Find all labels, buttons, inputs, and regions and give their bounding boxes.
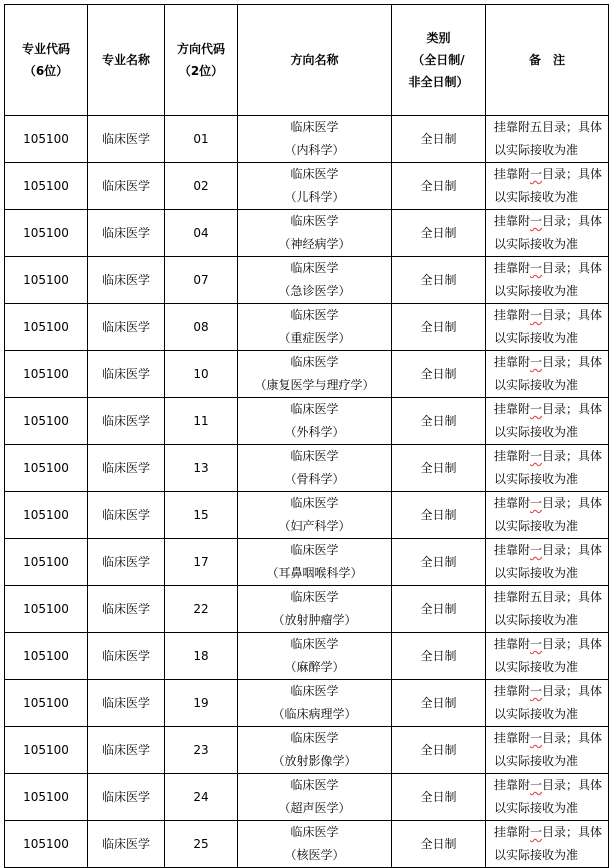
table-row [5, 633, 609, 680]
cell-category: 全日制 [392, 821, 486, 868]
remark-prefix: 挂靠附 [494, 778, 531, 792]
direction-name-sub: （临床病理学） [272, 707, 357, 721]
remark-prefix: 挂靠附 [494, 120, 531, 134]
header-direction-name [238, 5, 392, 116]
remark-appendix-number: 一 [530, 637, 543, 651]
remark-suffix: 目录；具体以实际接收为准 [494, 590, 603, 627]
remark-prefix: 挂靠附 [494, 214, 531, 228]
header-text: 类别 [426, 31, 451, 45]
cell-major-code: 105100 [5, 821, 88, 868]
table-row [5, 351, 609, 398]
document-page [4, 4, 609, 868]
cell-remarks [486, 633, 609, 680]
header-text: 备 注 [528, 53, 565, 67]
remark-suffix: 目录；具体以实际接收为准 [494, 543, 603, 580]
cell-direction-name [238, 586, 392, 633]
header-text: 方向名称 [290, 53, 339, 67]
direction-name-main: 临床医学 [290, 402, 339, 416]
remark-appendix-number: 五 [530, 590, 543, 604]
header-remarks [486, 5, 609, 116]
direction-name-main: 临床医学 [290, 778, 339, 792]
remark-appendix-number: 一 [530, 214, 543, 228]
remark-prefix: 挂靠附 [494, 308, 531, 322]
direction-name-sub: （超声医学） [278, 801, 351, 815]
cell-direction-name [238, 398, 392, 445]
table-row [5, 727, 609, 774]
remark-prefix: 挂靠附 [494, 449, 531, 463]
remark-prefix: 挂靠附 [494, 684, 531, 698]
remark-prefix: 挂靠附 [494, 731, 531, 745]
cell-remarks [486, 680, 609, 727]
header-text: （6位） [23, 64, 69, 78]
cell-direction-code: 17 [165, 539, 238, 586]
cell-direction-code: 25 [165, 821, 238, 868]
cell-direction-name [238, 727, 392, 774]
table-header-row [5, 5, 609, 116]
cell-major-code: 105100 [5, 116, 88, 163]
cell-direction-code: 02 [165, 163, 238, 210]
table-row [5, 492, 609, 539]
direction-name-main: 临床医学 [290, 308, 339, 322]
remark-appendix-number: 五 [530, 120, 543, 134]
remark-prefix: 挂靠附 [494, 825, 531, 839]
cell-major-name: 临床医学 [88, 257, 165, 304]
direction-name-sub: （妇产科学） [278, 519, 351, 533]
cell-major-code: 105100 [5, 304, 88, 351]
remark-suffix: 目录；具体以实际接收为准 [494, 731, 603, 768]
cell-major-code: 105100 [5, 398, 88, 445]
cell-major-name: 临床医学 [88, 586, 165, 633]
cell-major-code: 105100 [5, 163, 88, 210]
direction-name-main: 临床医学 [290, 543, 339, 557]
cell-major-code: 105100 [5, 727, 88, 774]
cell-direction-name [238, 116, 392, 163]
cell-direction-name [238, 351, 392, 398]
cell-category: 全日制 [392, 774, 486, 821]
cell-major-code: 105100 [5, 539, 88, 586]
cell-major-name: 临床医学 [88, 351, 165, 398]
remark-suffix: 目录；具体以实际接收为准 [494, 120, 603, 157]
direction-name-sub: （康复医学与理疗学） [254, 378, 375, 392]
cell-major-name: 临床医学 [88, 304, 165, 351]
cell-major-name: 临床医学 [88, 539, 165, 586]
table-row [5, 445, 609, 492]
cell-major-name: 临床医学 [88, 398, 165, 445]
remark-appendix-number: 一 [530, 825, 543, 839]
direction-name-sub: （急诊医学） [278, 284, 351, 298]
remark-appendix-number: 一 [530, 449, 543, 463]
cell-remarks [486, 727, 609, 774]
cell-direction-name [238, 680, 392, 727]
header-text: 专业名称 [101, 53, 150, 67]
direction-name-main: 临床医学 [290, 731, 339, 745]
direction-name-sub: （放射肿瘤学） [272, 613, 357, 627]
cell-category: 全日制 [392, 445, 486, 492]
direction-name-main: 临床医学 [290, 214, 339, 228]
cell-category: 全日制 [392, 163, 486, 210]
table-row [5, 398, 609, 445]
cell-direction-code: 15 [165, 492, 238, 539]
remark-suffix: 目录；具体以实际接收为准 [494, 637, 603, 674]
direction-name-sub: （儿科学） [284, 190, 345, 204]
remark-appendix-number: 一 [530, 496, 543, 510]
remark-prefix: 挂靠附 [494, 590, 531, 604]
cell-category: 全日制 [392, 257, 486, 304]
cell-major-name: 临床医学 [88, 210, 165, 257]
direction-name-sub: （耳鼻咽喉科学） [266, 566, 363, 580]
direction-name-main: 临床医学 [290, 261, 339, 275]
cell-remarks [486, 398, 609, 445]
cell-remarks [486, 821, 609, 868]
cell-direction-code: 18 [165, 633, 238, 680]
table-body [5, 116, 609, 868]
remark-appendix-number: 一 [530, 543, 543, 557]
cell-direction-code: 04 [165, 210, 238, 257]
table-row [5, 586, 609, 633]
cell-category: 全日制 [392, 727, 486, 774]
cell-direction-code: 10 [165, 351, 238, 398]
cell-remarks [486, 351, 609, 398]
remark-suffix: 目录；具体以实际接收为准 [494, 261, 603, 298]
cell-major-name: 临床医学 [88, 821, 165, 868]
cell-category: 全日制 [392, 116, 486, 163]
cell-direction-code: 19 [165, 680, 238, 727]
header-category [392, 5, 486, 116]
cell-category: 全日制 [392, 304, 486, 351]
cell-major-code: 105100 [5, 680, 88, 727]
cell-remarks [486, 163, 609, 210]
direction-name-sub: （核医学） [284, 848, 345, 862]
remark-suffix: 目录；具体以实际接收为准 [494, 496, 603, 533]
table-row [5, 257, 609, 304]
header-major-name [88, 5, 165, 116]
direction-name-sub: （外科学） [284, 425, 345, 439]
cell-direction-name [238, 304, 392, 351]
cell-major-name: 临床医学 [88, 727, 165, 774]
remark-appendix-number: 一 [530, 355, 543, 369]
cell-major-name: 临床医学 [88, 492, 165, 539]
cell-category: 全日制 [392, 539, 486, 586]
cell-remarks [486, 774, 609, 821]
cell-direction-name [238, 163, 392, 210]
remark-appendix-number: 一 [530, 402, 543, 416]
cell-direction-code: 22 [165, 586, 238, 633]
cell-direction-name [238, 257, 392, 304]
cell-remarks [486, 304, 609, 351]
cell-direction-code: 24 [165, 774, 238, 821]
remark-suffix: 目录；具体以实际接收为准 [494, 402, 603, 439]
table-row [5, 304, 609, 351]
cell-direction-code: 01 [165, 116, 238, 163]
cell-major-code: 105100 [5, 586, 88, 633]
cell-remarks [486, 210, 609, 257]
direction-name-sub: （内科学） [284, 143, 345, 157]
program-table [4, 4, 609, 868]
header-text: （全日制/ [412, 53, 465, 67]
remark-suffix: 目录；具体以实际接收为准 [494, 449, 603, 486]
table-row [5, 774, 609, 821]
remark-suffix: 目录；具体以实际接收为准 [494, 167, 603, 204]
cell-remarks [486, 492, 609, 539]
cell-direction-code: 23 [165, 727, 238, 774]
header-text: 方向代码 [176, 42, 225, 56]
remark-prefix: 挂靠附 [494, 543, 531, 557]
direction-name-sub: （麻醉学） [284, 660, 345, 674]
direction-name-main: 临床医学 [290, 637, 339, 651]
remark-appendix-number: 一 [530, 684, 543, 698]
cell-major-name: 临床医学 [88, 633, 165, 680]
cell-major-name: 临床医学 [88, 774, 165, 821]
cell-direction-name [238, 539, 392, 586]
direction-name-sub: （放射影像学） [272, 754, 357, 768]
cell-major-code: 105100 [5, 774, 88, 821]
header-text: 非全日制） [408, 75, 469, 89]
cell-direction-name [238, 633, 392, 680]
cell-remarks [486, 116, 609, 163]
cell-major-code: 105100 [5, 257, 88, 304]
remark-prefix: 挂靠附 [494, 355, 531, 369]
cell-category: 全日制 [392, 492, 486, 539]
cell-direction-code: 07 [165, 257, 238, 304]
remark-suffix: 目录；具体以实际接收为准 [494, 355, 603, 392]
direction-name-sub: （重症医学） [278, 331, 351, 345]
direction-name-main: 临床医学 [290, 355, 339, 369]
cell-major-name: 临床医学 [88, 680, 165, 727]
cell-category: 全日制 [392, 586, 486, 633]
cell-remarks [486, 257, 609, 304]
remark-appendix-number: 一 [530, 308, 543, 322]
header-major-code [5, 5, 88, 116]
remark-suffix: 目录；具体以实际接收为准 [494, 684, 603, 721]
cell-direction-name [238, 492, 392, 539]
remark-prefix: 挂靠附 [494, 402, 531, 416]
remark-appendix-number: 一 [530, 778, 543, 792]
direction-name-main: 临床医学 [290, 590, 339, 604]
cell-category: 全日制 [392, 210, 486, 257]
direction-name-main: 临床医学 [290, 496, 339, 510]
remark-suffix: 目录；具体以实际接收为准 [494, 825, 603, 862]
cell-category: 全日制 [392, 633, 486, 680]
table-row [5, 116, 609, 163]
direction-name-main: 临床医学 [290, 167, 339, 181]
cell-direction-code: 11 [165, 398, 238, 445]
cell-category: 全日制 [392, 680, 486, 727]
cell-remarks [486, 539, 609, 586]
direction-name-main: 临床医学 [290, 449, 339, 463]
table-row [5, 680, 609, 727]
remark-appendix-number: 一 [530, 731, 543, 745]
cell-direction-code: 08 [165, 304, 238, 351]
table-row [5, 539, 609, 586]
remark-appendix-number: 一 [530, 261, 543, 275]
cell-major-code: 105100 [5, 351, 88, 398]
direction-name-main: 临床医学 [290, 684, 339, 698]
cell-category: 全日制 [392, 398, 486, 445]
cell-direction-name [238, 774, 392, 821]
cell-remarks [486, 445, 609, 492]
cell-direction-code: 13 [165, 445, 238, 492]
cell-direction-name [238, 445, 392, 492]
remark-prefix: 挂靠附 [494, 261, 531, 275]
remark-suffix: 目录；具体以实际接收为准 [494, 778, 603, 815]
direction-name-main: 临床医学 [290, 825, 339, 839]
header-direction-code [165, 5, 238, 116]
cell-major-name: 临床医学 [88, 445, 165, 492]
cell-remarks [486, 586, 609, 633]
header-text: 专业代码 [21, 42, 70, 56]
table-row [5, 163, 609, 210]
table-row [5, 210, 609, 257]
remark-suffix: 目录；具体以实际接收为准 [494, 308, 603, 345]
direction-name-sub: （骨科学） [284, 472, 345, 486]
remark-appendix-number: 一 [530, 167, 543, 181]
remark-prefix: 挂靠附 [494, 496, 531, 510]
remark-prefix: 挂靠附 [494, 637, 531, 651]
cell-direction-name [238, 821, 392, 868]
cell-direction-name [238, 210, 392, 257]
cell-major-code: 105100 [5, 492, 88, 539]
table-row [5, 821, 609, 868]
header-text: （2位） [178, 64, 224, 78]
remark-suffix: 目录；具体以实际接收为准 [494, 214, 603, 251]
direction-name-sub: （神经病学） [278, 237, 351, 251]
cell-category: 全日制 [392, 351, 486, 398]
cell-major-code: 105100 [5, 633, 88, 680]
cell-major-name: 临床医学 [88, 163, 165, 210]
cell-major-code: 105100 [5, 210, 88, 257]
remark-prefix: 挂靠附 [494, 167, 531, 181]
direction-name-main: 临床医学 [290, 120, 339, 134]
cell-major-code: 105100 [5, 445, 88, 492]
cell-major-name: 临床医学 [88, 116, 165, 163]
